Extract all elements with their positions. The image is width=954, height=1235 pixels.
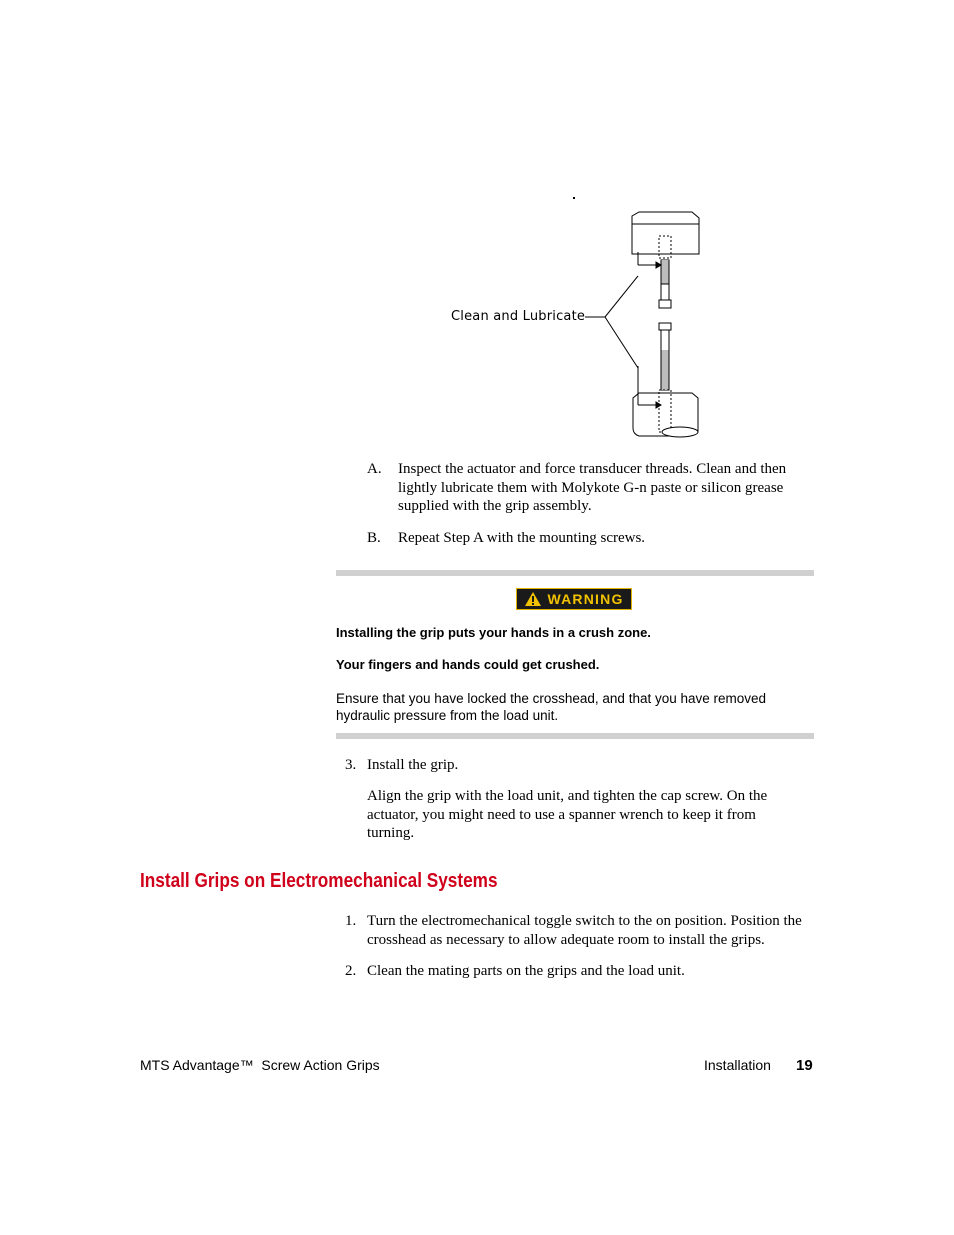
substep-marker: A. (367, 461, 382, 477)
step-marker: 1. (345, 913, 357, 929)
step-marker: 3. (345, 757, 357, 773)
section-heading: Install Grips on Electromechanical Systems (140, 870, 498, 892)
warning-badge (516, 588, 632, 610)
step-body: Align the grip with the load unit, and tighten the cap screw. On the actuator, you might need to use a spanner wrench to keep it from turning. (367, 788, 768, 841)
step-marker: 2. (345, 963, 357, 979)
substep-text: Inspect the actuator and force transducer threads. Clean and then lightly lubricate them with Molykote G-n paste or silicon grease supplied with the grip assembly. (398, 461, 787, 514)
warning-hazard: Installing the grip puts your hands in a crush zone. (336, 625, 651, 640)
warning-consequence: Your fingers and hands could get crushed. (336, 657, 600, 672)
warning-triangle-icon (524, 591, 542, 607)
substep-marker: B. (367, 530, 381, 546)
warning-badge-label: WARNING (547, 591, 624, 607)
page-number: 19 (796, 1057, 813, 1074)
warning-top-rule (336, 570, 814, 576)
figure-callout-label: Clean and Lubricate (451, 309, 586, 324)
step-text: Turn the electromechanical toggle switch to the on position. Position the crosshead as necessary to allow adequate room to install the grips. (367, 913, 802, 948)
footer-title: MTS Advantage™ Screw Action Grips (140, 1057, 380, 1073)
substep-text: Repeat Step A with the mounting screws. (398, 530, 646, 546)
warning-bottom-rule (336, 733, 814, 739)
footer-chapter: Installation (704, 1057, 771, 1073)
warning-avoidance: Ensure that you have locked the crosshead, and that you have removed hydraulic pressure from the load unit. (336, 691, 767, 723)
step-text: Clean the mating parts on the grips and the load unit. (367, 963, 685, 979)
step-title: Install the grip. (367, 757, 459, 773)
